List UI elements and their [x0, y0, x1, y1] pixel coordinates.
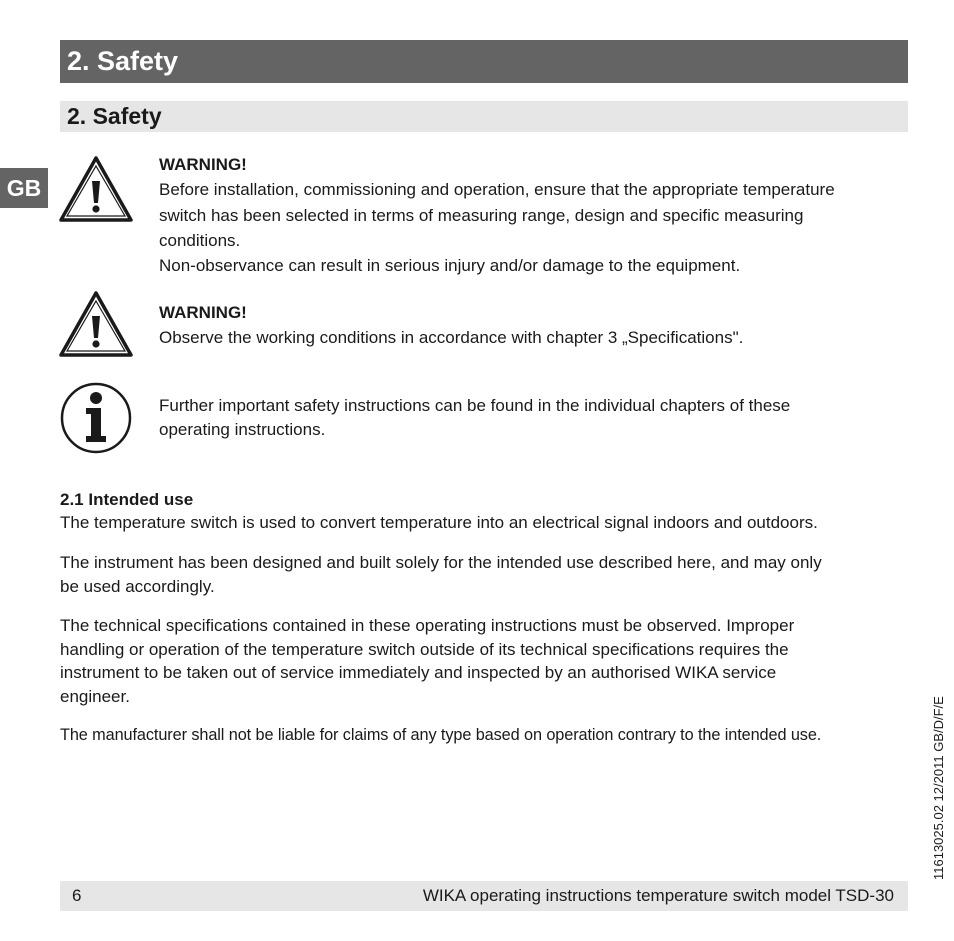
- chapter-title: 2. Safety: [60, 40, 908, 83]
- document-code: 11613025.02 12/2011 GB/D/F/E: [931, 696, 946, 880]
- paragraph-line: instrument to be taken out of service immediately and inspected by an authorised WIKA service: [60, 663, 777, 682]
- info-notice: [159, 394, 904, 442]
- warning-heading: WARNING!: [159, 155, 247, 174]
- info-icon: [59, 382, 133, 454]
- paragraph-line: be used accordingly.: [60, 576, 215, 596]
- subsection-heading: 2.1 Intended use: [60, 490, 194, 509]
- paragraph-line: The manufacturer shall not be liable for claims of any type based on operation contrary to the intended use.: [60, 726, 822, 744]
- paragraph-line: handling or operation of the temperature switch outside of its technical specifications requires the: [60, 639, 789, 659]
- notice-line: switch has been selected in terms of measuring range, design and specific measuring: [159, 205, 804, 225]
- warning-triangle-icon: [59, 156, 133, 222]
- warning-notice-2: [159, 300, 904, 351]
- paragraph-line: The temperature switch is used to convert temperature into an electrical signal indoors and outdoors.: [60, 513, 818, 532]
- notice-line: Further important safety instructions can be found in the individual chapters of these: [159, 396, 791, 415]
- paragraph: [60, 551, 908, 598]
- paragraph: [60, 614, 908, 708]
- paragraph-line: The technical specifications contained in these operating instructions must be observed. Improper: [60, 616, 795, 635]
- notice-line: operating instructions.: [159, 420, 326, 439]
- paragraph: [60, 724, 908, 748]
- paragraph: [60, 511, 908, 535]
- notice-line: Observe the working conditions in accordance with chapter 3 „Specifications".: [159, 328, 744, 348]
- footer-title: WIKA operating instructions temperature switch model TSD-30: [422, 886, 894, 905]
- page-number: 6: [72, 886, 82, 905]
- section-title: 2. Safety: [60, 101, 908, 132]
- warning-heading: WARNING!: [159, 303, 247, 322]
- warning-triangle-icon: [59, 291, 133, 357]
- notice-line: Before installation, commissioning and operation, ensure that the appropriate temperature: [159, 180, 835, 200]
- footer: [60, 881, 908, 911]
- notice-line: conditions.: [159, 230, 241, 250]
- notice-line: Non-observance can result in serious injury and/or damage to the equipment.: [159, 256, 741, 276]
- language-tab: GB: [0, 168, 48, 208]
- warning-notice-1: [159, 152, 904, 278]
- paragraph-line: The instrument has been designed and built solely for the intended use described here, and may only: [60, 553, 822, 572]
- paragraph-line: engineer.: [60, 686, 130, 706]
